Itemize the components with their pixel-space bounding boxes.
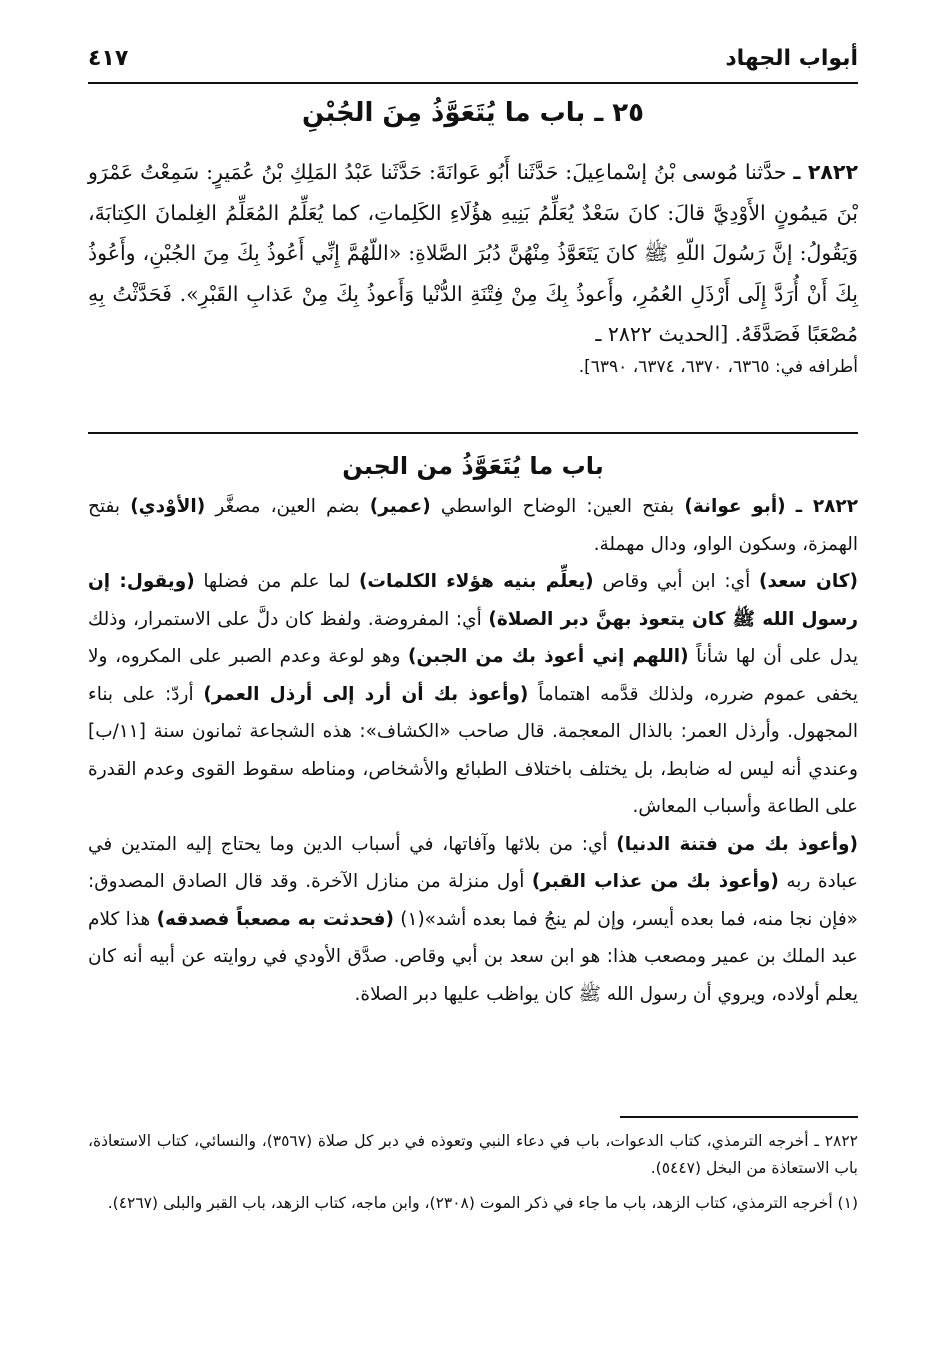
quoted-term: (وأعوذ بك من فتنة الدنيا) [616,833,859,855]
quoted-term: (كان سعد) [758,571,858,592]
commentary-text: أردّ: على بناء المجهول. وأرذل العمر: بالذال المعجمة. قال صاحب «الكشاف»: هذه الشجاعة ثمانون سنة [١١/ب] وعندي أنه ليس له ضابط، بل يختلف باختلاف الطبائع والأشخاص، ومناطه سقوط القوى وعدم القدرة على الطاعة وأسباب المعاش. [88,683,858,817]
footnote-takhrij: ٢٨٢٢ ـ أخرجه الترمذي، كتاب الدعوات، باب في دعاء النبي وتعوذه في دبر كل صلاة (٣٥٦٧)، والنسائي، كتاب الاستعاذة، باب الاستعاذة من البخل (٥٤٤٧). [88,1132,859,1177]
header-divider [88,82,858,84]
matn-section-heading: ٢٥ ـ باب ما يُتَعَوَّذُ مِنَ الجُبْنِ [301,98,645,128]
quoted-term: (الأوْدي) [130,496,206,517]
page-number: ٤١٧ [88,45,129,71]
hadith-text-block [88,152,858,355]
commentary-text: لما علم من فضلها [194,571,359,592]
commentary-paragraph [88,563,858,826]
commentary-text: أي: المفروضة. ولفظ كان دلَّ على الاستمرار، وذلك يدل على أن لها شأناً [88,608,858,667]
quoted-term: (اللهم إني أعوذ بك من الجبن) [408,646,689,667]
quoted-term: (وأعوذ بك أن أرد إلى أرذل العمر) [203,683,529,705]
footnote-1: (١) أخرجه الترمذي، كتاب الزهد، باب ما جاء في ذكر الموت (٢٣٠٨)، وابن ماجه، كتاب الزهد، باب القبر والبلى (٤٢٦٧). [107,1194,858,1212]
quoted-term: (يعلِّم بنيه هؤلاء الكلمات) [358,571,594,592]
quoted-term: (أبو عوانة) [684,496,786,517]
quoted-term: (وأعوذ بك من عذاب القبر) [531,871,779,892]
commentary-text: بفتح الهمزة، وسكون الواو، ودال مهملة. [88,496,858,555]
commentary-text: أي: ابن أبي وقاص [593,571,759,592]
quoted-term: (ويقول: إن رسول الله ﷺ كان يتعوذ بهنَّ دبر الصلاة) [88,571,858,630]
footnotes-block [88,1128,858,1225]
hadith-body: حدَّثنا مُوسى بْنُ إسْماعِيلَ: حَدَّثَنا أَبُو عَوانَةَ: حَدَّثَنا عَبْدُ المَلِكِ بْنُ عُمَيرٍ: سَمِعْتُ عَمْرَو بْنَ مَيمُونٍ الأَوْدِيَّ قالَ: كانَ سَعْدٌ يُعَلِّمُ بَنِيهِ هؤُلَاءِ الكَلِماتِ، كما يُعَلِّمُ المُعَلِّمُ الغِلمانَ الكِتابَةَ، وَيَقُولُ: إنَّ رَسُولَ اللّهِ ﷺ كانَ يَتَعَوَّذُ مِنْهُنَّ دُبُرَ الصَّلاةِ: «اللّهُمَّ إِنِّي أَعُوذُ بِكَ مِنَ الجُبْنِ، وأَعُوذُ بِكَ أَنْ أُرَدَّ إِلَى أَرْذَلِ العُمُرِ، وأَعوذُ بِكَ مِنْ فِتْنَةِ الدُّنْيا وَأَعوذُ بِكَ مِنْ عَذابِ القَبْرِ». فَحَدَّثْتُ بِهِ مُصْعَبًا فَصَدَّقَهُ. [الحديث ٢٨٢٢ ـ [88,160,858,346]
commentary-paragraph [88,488,858,563]
commentary-hadith-number: ٢٨٢٢ ـ [795,496,859,517]
hadith-atraf: أطرافه في: ٦٣٦٥، ٦٣٧٠، ٦٣٧٤، ٦٣٩٠]. [578,357,858,377]
commentary-block [88,488,858,1013]
commentary-text: بفتح العين: الوضاح الواسطي [430,496,685,517]
hadith-number: ٢٨٢٢ ـ [793,160,858,184]
commentary-text: بضم العين، مصغَّر [205,496,370,517]
commentary-paragraph [88,826,858,1014]
quoted-term: (فحدثت به مصعباً فصدقه) [156,908,394,930]
sharh-section-heading: باب ما يُتَعَوَّذُ من الجبن [342,452,604,480]
commentary-text: هذا كلام عبد الملك بن عمير ومصعب هذا: هو ابن سعد بن أبي وقاص. صدَّق الأودي في روايته عن أبيه أنه كان يعلم أولاده، ويروي أن رسول الله ﷺ كان يواظب عليها دبر الصلاة. [88,908,858,1005]
footnote-divider [620,1116,858,1118]
commentary-text: أول منزلة من منازل الآخرة. وقد قال الصادق المصدوق: «فإن نجا منه، فما بعده أيسر، وإن لم ينجُ فما بعده أشد»(١) [88,871,858,930]
chapter-title: أبواب الجهاد [725,45,858,71]
section-divider [88,432,858,434]
page-header [88,38,858,78]
commentary-text: أي: من بلائها وآفاتها، في أسباب الدين وما يحتاج إليه المتدين في عبادة ربه [88,833,859,892]
commentary-text: وهو لوعة وعدم الصبر على المكروه، ولا يخفى عموم ضرره، ولذلك قدَّمه اهتماماً [88,646,858,705]
quoted-term: (عمير) [369,496,431,517]
